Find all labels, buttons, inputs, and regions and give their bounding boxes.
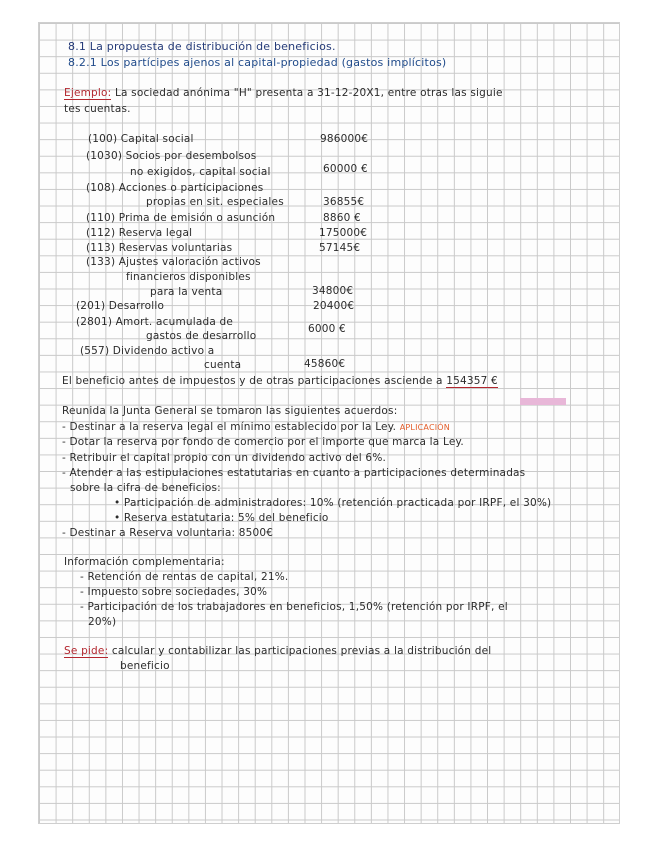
agreement-3: - Retribuir el capital propio con un dividendo activo del 6%.: [62, 452, 387, 464]
amount-133: 34800€: [312, 285, 354, 297]
example-text-1: La sociedad anónima "H" presenta a 31-12-20X1, entre otras las siguie: [114, 87, 503, 99]
example-label: Ejemplo:: [64, 87, 112, 99]
info-item-1: - Retención de rentas de capital, 21%.: [80, 571, 289, 583]
info-item-3: - Participación de los trabajadores en beneficios, 1,50% (retención por IRPF, el: [80, 601, 508, 613]
account-133: (133) Ajustes valoración activos: [86, 256, 261, 268]
amount-201: 20400€: [313, 300, 355, 312]
account-108: (108) Acciones o participaciones: [86, 182, 264, 194]
agreement-4-cont: sobre la cifra de beneficios:: [70, 482, 221, 494]
subsection-title: 8.2.1 Los partícipes ajenos al capital-propiedad (gastos implícitos): [68, 56, 447, 69]
amount-113: 57145€: [319, 242, 361, 254]
question-line: [64, 645, 491, 657]
agreement-1-text: - Destinar a la reserva legal el mínimo establecido por la Ley.: [62, 421, 397, 433]
sub-item-2: • Reserva estatutaria: 5% del beneficio: [114, 512, 329, 524]
agreement-last: - Destinar a Reserva voluntaria: 8500€: [62, 527, 274, 539]
agreement-4: - Atender a las estipulaciones estatutarias en cuanto a participaciones determinadas: [62, 467, 526, 479]
amount-2801: 6000 €: [308, 323, 346, 335]
agreement-1: [62, 421, 450, 433]
account-100: (100) Capital social: [88, 133, 194, 145]
account-113: (113) Reservas voluntarias: [86, 242, 233, 254]
profit-text: El beneficio antes de impuestos y de otras participaciones asciende a: [62, 375, 443, 387]
question-cont: beneficio: [120, 660, 170, 672]
account-557-cont: cuenta: [204, 359, 242, 371]
pink-highlight: [520, 391, 566, 410]
amount-108: 36855€: [323, 196, 365, 208]
info-item-3-cont: 20%): [88, 616, 117, 628]
account-2801: (2801) Amort. acumulada de: [76, 316, 234, 328]
profit-line: [62, 375, 498, 387]
amount-112: 175000€: [319, 227, 368, 239]
account-201: (201) Desarrollo: [76, 300, 165, 312]
agreement-1-note: APLICACIÓN: [399, 423, 450, 432]
question-label: Se pide:: [64, 645, 109, 657]
amount-1030: 60000 €: [323, 163, 368, 175]
account-1030: (1030) Socios por desembolsos: [86, 150, 257, 162]
account-108-cont: propias en sit. especiales: [146, 196, 284, 208]
sub-item-1: • Participación de administradores: 10% (retención practicada por IRPF, el 30%): [114, 497, 552, 509]
amount-100: 986000€: [320, 133, 369, 145]
agreements-intro: Reunida la Junta General se tomaron las siguientes acuerdos:: [62, 405, 398, 417]
example-line-2: tes cuentas.: [64, 103, 131, 115]
account-133-cont-1: financieros disponibles: [126, 271, 251, 283]
amount-557: 45860€: [304, 358, 346, 370]
amount-110: 8860 €: [323, 212, 361, 224]
account-110: (110) Prima de emisión o asunción: [86, 212, 276, 224]
account-1030-cont: no exigidos, capital social: [130, 166, 271, 178]
question-text: calcular y contabilizar las participaciones previas a la distribución del: [111, 645, 492, 657]
account-557: (557) Dividendo activo a: [80, 345, 215, 357]
account-133-cont-2: para la venta: [150, 286, 223, 298]
agreement-2: - Dotar la reserva por fondo de comercio por el importe que marca la Ley.: [62, 436, 464, 448]
profit-amount: 154357 €: [446, 375, 498, 387]
account-2801-cont: gastos de desarrollo: [146, 330, 257, 342]
section-title: 8.1 La propuesta de distribución de beneficios.: [68, 40, 336, 53]
info-title: Información complementaria:: [64, 556, 225, 568]
example-line-1: [64, 87, 503, 99]
account-112: (112) Reserva legal: [86, 227, 193, 239]
info-item-2: - Impuesto sobre sociedades, 30%: [80, 586, 268, 598]
